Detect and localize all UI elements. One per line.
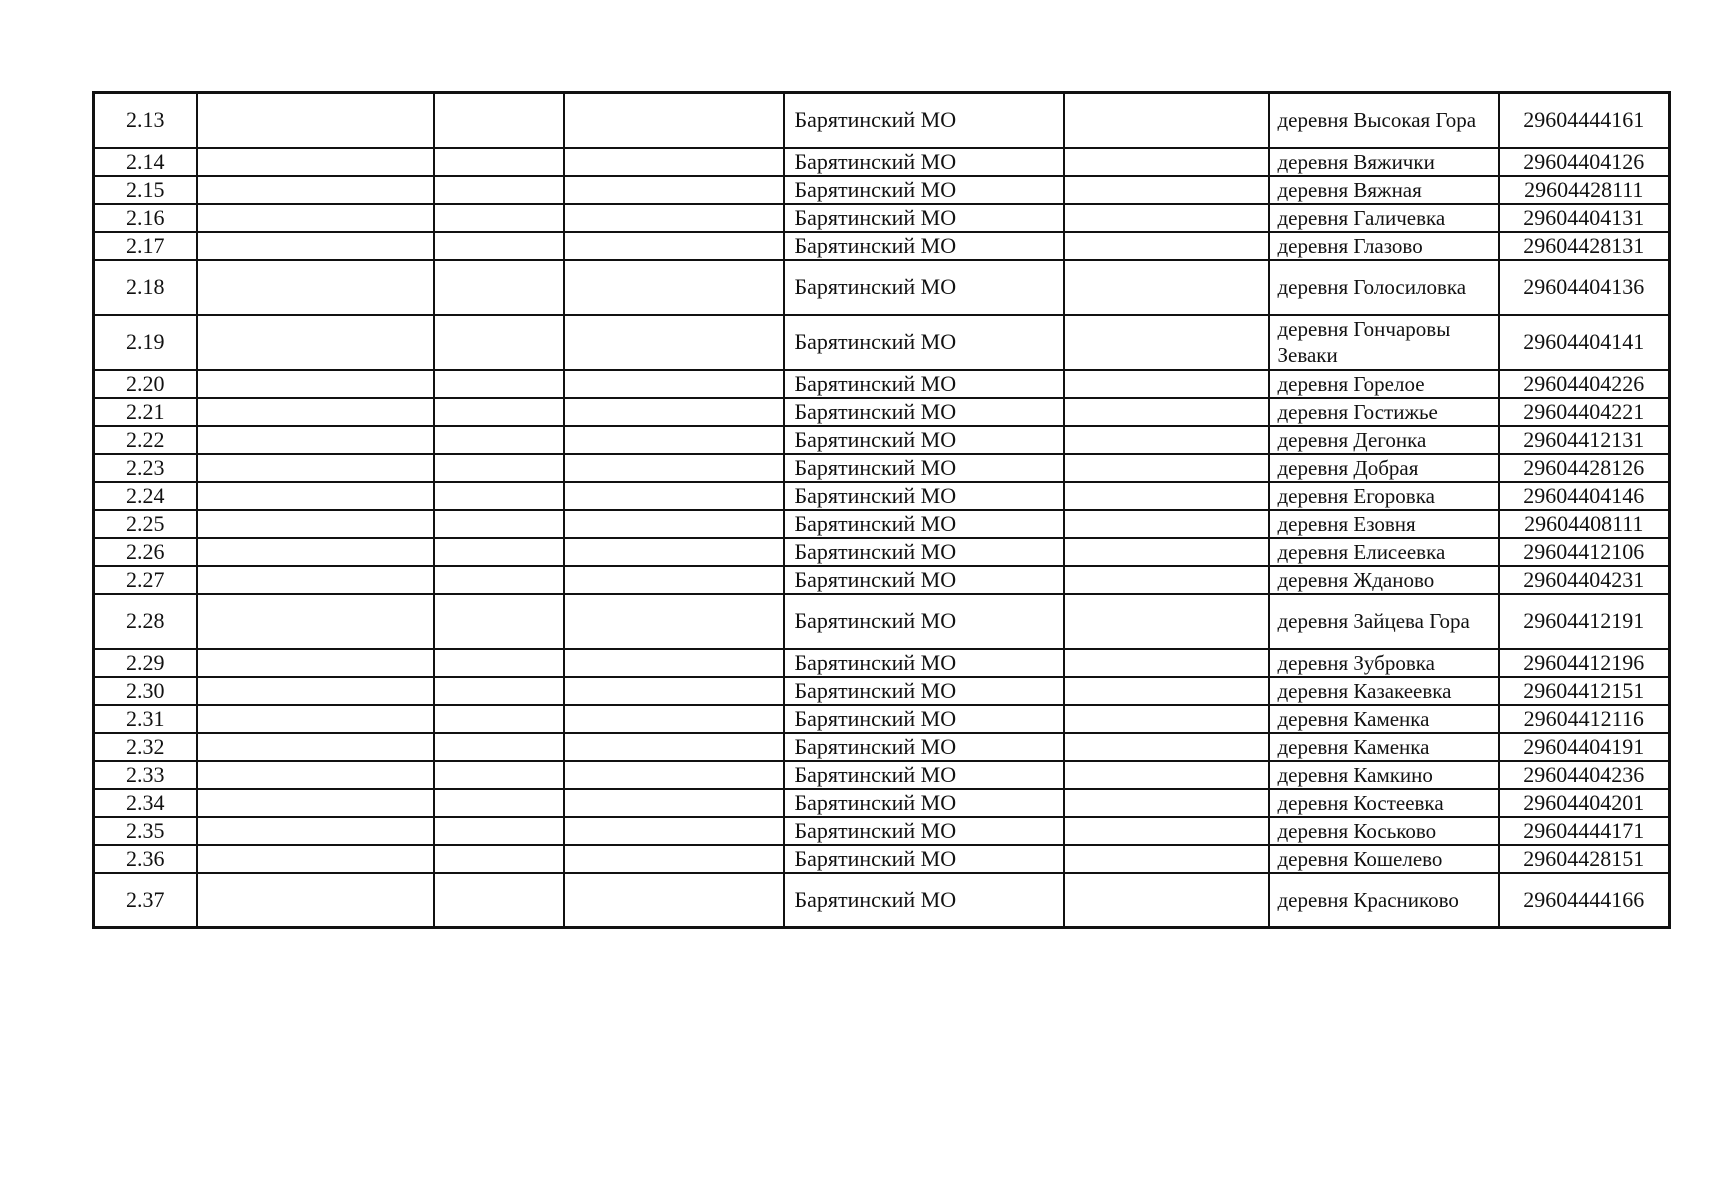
oktmo-code-cell: 29604404131 xyxy=(1499,204,1670,232)
empty-cell xyxy=(197,817,434,845)
row-number-cell: 2.30 xyxy=(94,677,197,705)
oktmo-code-cell: 29604408111 xyxy=(1499,510,1670,538)
empty-cell xyxy=(564,538,784,566)
empty-cell xyxy=(564,789,784,817)
table-row xyxy=(94,566,1670,594)
empty-cell xyxy=(197,677,434,705)
empty-cell xyxy=(434,93,564,148)
empty-cell xyxy=(434,649,564,677)
empty-cell xyxy=(197,370,434,398)
empty-cell xyxy=(1064,538,1269,566)
table-row xyxy=(94,594,1670,649)
empty-cell xyxy=(197,398,434,426)
table-row xyxy=(94,649,1670,677)
empty-cell xyxy=(564,510,784,538)
empty-cell xyxy=(1064,566,1269,594)
row-number-cell: 2.33 xyxy=(94,761,197,789)
settlement-cell: деревня Дегонка xyxy=(1269,426,1499,454)
empty-cell xyxy=(197,566,434,594)
empty-cell xyxy=(1064,148,1269,176)
row-number-cell: 2.31 xyxy=(94,705,197,733)
empty-cell xyxy=(564,677,784,705)
empty-cell xyxy=(434,761,564,789)
empty-cell xyxy=(434,454,564,482)
row-number-cell: 2.13 xyxy=(94,93,197,148)
empty-cell xyxy=(1064,260,1269,315)
empty-cell xyxy=(434,789,564,817)
empty-cell xyxy=(434,538,564,566)
municipality-cell: Барятинский МО xyxy=(784,315,1064,370)
empty-cell xyxy=(197,315,434,370)
table-row xyxy=(94,204,1670,232)
empty-cell xyxy=(434,398,564,426)
row-number-cell: 2.23 xyxy=(94,454,197,482)
empty-cell xyxy=(1064,454,1269,482)
empty-cell xyxy=(564,398,784,426)
table-row xyxy=(94,93,1670,148)
empty-cell xyxy=(197,733,434,761)
municipality-cell: Барятинский МО xyxy=(784,148,1064,176)
empty-cell xyxy=(1064,761,1269,789)
table-row xyxy=(94,873,1670,928)
settlements-table xyxy=(92,91,1671,929)
empty-cell xyxy=(564,232,784,260)
oktmo-code-cell: 29604404236 xyxy=(1499,761,1670,789)
empty-cell xyxy=(197,649,434,677)
municipality-cell: Барятинский МО xyxy=(784,845,1064,873)
empty-cell xyxy=(564,426,784,454)
settlement-cell: деревня Каменка xyxy=(1269,705,1499,733)
oktmo-code-cell: 29604404191 xyxy=(1499,733,1670,761)
empty-cell xyxy=(564,370,784,398)
row-number-cell: 2.16 xyxy=(94,204,197,232)
empty-cell xyxy=(434,677,564,705)
settlement-cell: деревня Вяжная xyxy=(1269,176,1499,204)
empty-cell xyxy=(434,204,564,232)
empty-cell xyxy=(564,594,784,649)
empty-cell xyxy=(1064,93,1269,148)
empty-cell xyxy=(1064,649,1269,677)
empty-cell xyxy=(564,566,784,594)
table-row xyxy=(94,426,1670,454)
settlement-cell: деревня Жданово xyxy=(1269,566,1499,594)
empty-cell xyxy=(434,873,564,928)
municipality-cell: Барятинский МО xyxy=(784,538,1064,566)
table-row xyxy=(94,482,1670,510)
table-row xyxy=(94,845,1670,873)
empty-cell xyxy=(1064,789,1269,817)
row-number-cell: 2.24 xyxy=(94,482,197,510)
municipality-cell: Барятинский МО xyxy=(784,398,1064,426)
settlement-cell: деревня Вяжички xyxy=(1269,148,1499,176)
empty-cell xyxy=(197,204,434,232)
empty-cell xyxy=(1064,705,1269,733)
empty-cell xyxy=(434,260,564,315)
municipality-cell: Барятинский МО xyxy=(784,93,1064,148)
municipality-cell: Барятинский МО xyxy=(784,761,1064,789)
municipality-cell: Барятинский МО xyxy=(784,260,1064,315)
municipality-cell: Барятинский МО xyxy=(784,733,1064,761)
empty-cell xyxy=(197,176,434,204)
oktmo-code-cell: 29604404201 xyxy=(1499,789,1670,817)
municipality-cell: Барятинский МО xyxy=(784,817,1064,845)
empty-cell xyxy=(434,176,564,204)
empty-cell xyxy=(564,93,784,148)
row-number-cell: 2.20 xyxy=(94,370,197,398)
empty-cell xyxy=(1064,510,1269,538)
oktmo-code-cell: 29604404141 xyxy=(1499,315,1670,370)
settlement-cell: деревня Голосиловка xyxy=(1269,260,1499,315)
oktmo-code-cell: 29604404226 xyxy=(1499,370,1670,398)
table-row xyxy=(94,817,1670,845)
municipality-cell: Барятинский МО xyxy=(784,176,1064,204)
empty-cell xyxy=(564,204,784,232)
municipality-cell: Барятинский МО xyxy=(784,232,1064,260)
table-row xyxy=(94,538,1670,566)
empty-cell xyxy=(1064,426,1269,454)
oktmo-code-cell: 29604404146 xyxy=(1499,482,1670,510)
empty-cell xyxy=(197,260,434,315)
settlement-cell: деревня Елисеевка xyxy=(1269,538,1499,566)
oktmo-code-cell: 29604444166 xyxy=(1499,873,1670,928)
municipality-cell: Барятинский МО xyxy=(784,204,1064,232)
table-row xyxy=(94,454,1670,482)
empty-cell xyxy=(434,426,564,454)
municipality-cell: Барятинский МО xyxy=(784,454,1064,482)
settlement-cell: деревня Егоровка xyxy=(1269,482,1499,510)
empty-cell xyxy=(564,176,784,204)
oktmo-code-cell: 29604444161 xyxy=(1499,93,1670,148)
empty-cell xyxy=(197,705,434,733)
empty-cell xyxy=(197,845,434,873)
oktmo-code-cell: 29604404221 xyxy=(1499,398,1670,426)
row-number-cell: 2.17 xyxy=(94,232,197,260)
table-row xyxy=(94,761,1670,789)
empty-cell xyxy=(197,873,434,928)
oktmo-code-cell: 29604428131 xyxy=(1499,232,1670,260)
table-row xyxy=(94,260,1670,315)
oktmo-code-cell: 29604404231 xyxy=(1499,566,1670,594)
row-number-cell: 2.28 xyxy=(94,594,197,649)
empty-cell xyxy=(564,817,784,845)
municipality-cell: Барятинский МО xyxy=(784,873,1064,928)
empty-cell xyxy=(564,873,784,928)
settlement-cell: деревня Гончаровы Зеваки xyxy=(1269,315,1499,370)
oktmo-code-cell: 29604412196 xyxy=(1499,649,1670,677)
row-number-cell: 2.35 xyxy=(94,817,197,845)
empty-cell xyxy=(197,789,434,817)
table-row xyxy=(94,148,1670,176)
table-row xyxy=(94,789,1670,817)
table-row xyxy=(94,176,1670,204)
empty-cell xyxy=(1064,315,1269,370)
empty-cell xyxy=(434,705,564,733)
empty-cell xyxy=(434,232,564,260)
row-number-cell: 2.27 xyxy=(94,566,197,594)
table-row xyxy=(94,705,1670,733)
empty-cell xyxy=(1064,594,1269,649)
empty-cell xyxy=(197,538,434,566)
settlement-cell: деревня Галичевка xyxy=(1269,204,1499,232)
table-row xyxy=(94,370,1670,398)
oktmo-code-cell: 29604404126 xyxy=(1499,148,1670,176)
table-row xyxy=(94,398,1670,426)
empty-cell xyxy=(434,817,564,845)
settlement-cell: деревня Горелое xyxy=(1269,370,1499,398)
empty-cell xyxy=(434,315,564,370)
settlement-cell: деревня Гостижье xyxy=(1269,398,1499,426)
empty-cell xyxy=(197,510,434,538)
empty-cell xyxy=(197,482,434,510)
oktmo-code-cell: 29604428126 xyxy=(1499,454,1670,482)
settlement-cell: деревня Каменка xyxy=(1269,733,1499,761)
oktmo-code-cell: 29604412151 xyxy=(1499,677,1670,705)
empty-cell xyxy=(197,426,434,454)
empty-cell xyxy=(564,761,784,789)
row-number-cell: 2.37 xyxy=(94,873,197,928)
empty-cell xyxy=(564,260,784,315)
row-number-cell: 2.18 xyxy=(94,260,197,315)
settlement-cell: деревня Коськово xyxy=(1269,817,1499,845)
empty-cell xyxy=(1064,873,1269,928)
municipality-cell: Барятинский МО xyxy=(784,510,1064,538)
empty-cell xyxy=(564,315,784,370)
empty-cell xyxy=(434,733,564,761)
empty-cell xyxy=(434,482,564,510)
row-number-cell: 2.21 xyxy=(94,398,197,426)
settlement-cell: деревня Костеевка xyxy=(1269,789,1499,817)
empty-cell xyxy=(434,845,564,873)
row-number-cell: 2.15 xyxy=(94,176,197,204)
empty-cell xyxy=(197,93,434,148)
oktmo-code-cell: 29604412191 xyxy=(1499,594,1670,649)
municipality-cell: Барятинский МО xyxy=(784,566,1064,594)
table-row xyxy=(94,315,1670,370)
empty-cell xyxy=(434,594,564,649)
settlement-cell: деревня Глазово xyxy=(1269,232,1499,260)
table-row xyxy=(94,510,1670,538)
empty-cell xyxy=(1064,398,1269,426)
oktmo-code-cell: 29604428151 xyxy=(1499,845,1670,873)
table-row xyxy=(94,232,1670,260)
settlement-cell: деревня Добрая xyxy=(1269,454,1499,482)
settlement-cell: деревня Зубровка xyxy=(1269,649,1499,677)
empty-cell xyxy=(564,148,784,176)
empty-cell xyxy=(197,761,434,789)
municipality-cell: Барятинский МО xyxy=(784,677,1064,705)
row-number-cell: 2.34 xyxy=(94,789,197,817)
row-number-cell: 2.29 xyxy=(94,649,197,677)
empty-cell xyxy=(1064,232,1269,260)
row-number-cell: 2.36 xyxy=(94,845,197,873)
municipality-cell: Барятинский МО xyxy=(784,789,1064,817)
row-number-cell: 2.26 xyxy=(94,538,197,566)
empty-cell xyxy=(197,232,434,260)
municipality-cell: Барятинский МО xyxy=(784,426,1064,454)
empty-cell xyxy=(197,148,434,176)
row-number-cell: 2.19 xyxy=(94,315,197,370)
empty-cell xyxy=(564,649,784,677)
empty-cell xyxy=(1064,817,1269,845)
empty-cell xyxy=(1064,845,1269,873)
row-number-cell: 2.14 xyxy=(94,148,197,176)
settlement-cell: деревня Езовня xyxy=(1269,510,1499,538)
row-number-cell: 2.25 xyxy=(94,510,197,538)
empty-cell xyxy=(1064,733,1269,761)
empty-cell xyxy=(1064,370,1269,398)
empty-cell xyxy=(1064,482,1269,510)
empty-cell xyxy=(197,594,434,649)
empty-cell xyxy=(1064,677,1269,705)
empty-cell xyxy=(564,454,784,482)
municipality-cell: Барятинский МО xyxy=(784,482,1064,510)
municipality-cell: Барятинский МО xyxy=(784,370,1064,398)
empty-cell xyxy=(1064,176,1269,204)
settlement-cell: деревня Казакеевка xyxy=(1269,677,1499,705)
empty-cell xyxy=(564,845,784,873)
row-number-cell: 2.22 xyxy=(94,426,197,454)
empty-cell xyxy=(197,454,434,482)
table-body xyxy=(94,93,1670,928)
oktmo-code-cell: 29604412106 xyxy=(1499,538,1670,566)
table-row xyxy=(94,733,1670,761)
oktmo-code-cell: 29604412131 xyxy=(1499,426,1670,454)
municipality-cell: Барятинский МО xyxy=(784,649,1064,677)
settlement-cell: деревня Кошелево xyxy=(1269,845,1499,873)
municipality-cell: Барятинский МО xyxy=(784,705,1064,733)
empty-cell xyxy=(434,148,564,176)
row-number-cell: 2.32 xyxy=(94,733,197,761)
empty-cell xyxy=(434,566,564,594)
oktmo-code-cell: 29604404136 xyxy=(1499,260,1670,315)
empty-cell xyxy=(1064,204,1269,232)
oktmo-code-cell: 29604444171 xyxy=(1499,817,1670,845)
empty-cell xyxy=(564,482,784,510)
settlement-cell: деревня Зайцева Гора xyxy=(1269,594,1499,649)
settlement-cell: деревня Камкино xyxy=(1269,761,1499,789)
empty-cell xyxy=(434,510,564,538)
table-row xyxy=(94,677,1670,705)
settlement-cell: деревня Красниково xyxy=(1269,873,1499,928)
empty-cell xyxy=(564,733,784,761)
empty-cell xyxy=(434,370,564,398)
oktmo-code-cell: 29604412116 xyxy=(1499,705,1670,733)
settlement-cell: деревня Высокая Гора xyxy=(1269,93,1499,148)
municipality-cell: Барятинский МО xyxy=(784,594,1064,649)
empty-cell xyxy=(564,705,784,733)
oktmo-code-cell: 29604428111 xyxy=(1499,176,1670,204)
